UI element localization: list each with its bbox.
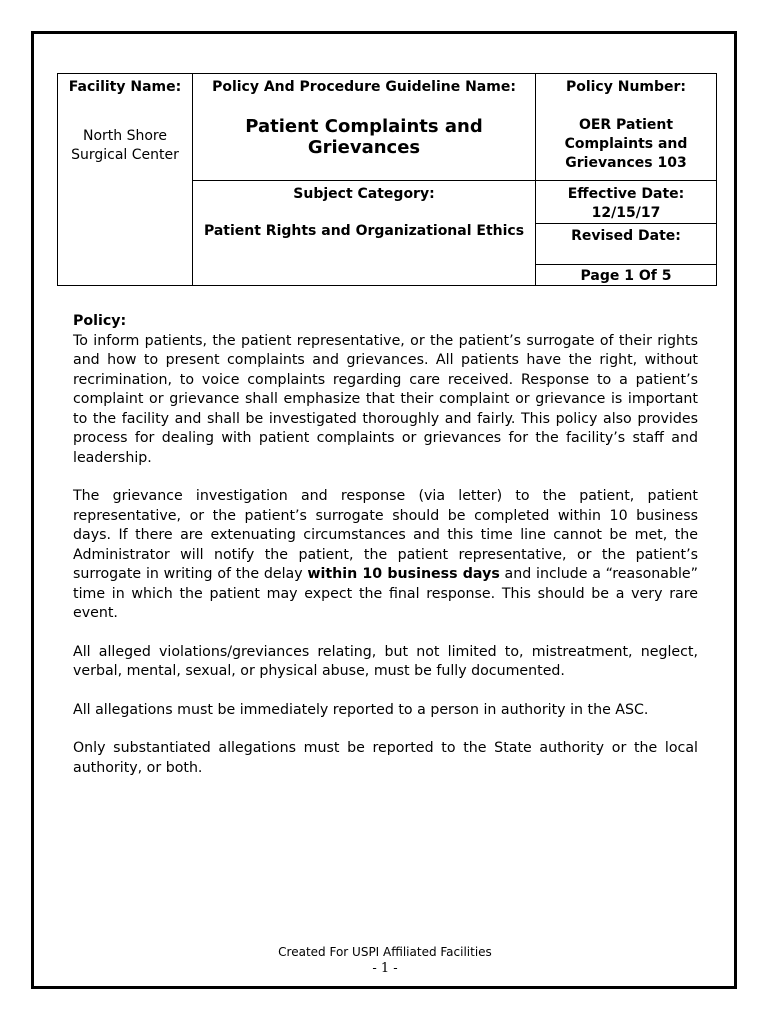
guideline-label: Policy And Procedure Guideline Name: bbox=[212, 79, 516, 95]
effective-date-cell bbox=[536, 181, 717, 224]
policy-number-line-1: OER Patient bbox=[578, 117, 674, 133]
subject-label: Subject Category: bbox=[293, 186, 435, 202]
policy-paragraph-2 bbox=[73, 487, 698, 624]
footer-created-for: Created For USPI Affiliated Facilities bbox=[278, 945, 492, 959]
policy-section bbox=[73, 312, 698, 468]
paragraph-2-end: and include a “reasonable” time in which the patient may expect the final response. This should be a very rare event. bbox=[73, 566, 698, 621]
page-count: Page 1 Of 5 bbox=[580, 268, 672, 284]
effective-date-value: 12/15/17 bbox=[591, 205, 661, 221]
revised-date-label: Revised Date: bbox=[571, 228, 681, 244]
facility-label: Facility Name: bbox=[68, 79, 182, 95]
footer-page-number: - 1 - bbox=[372, 961, 398, 976]
facility-name-line-2: Surgical Center bbox=[71, 147, 179, 163]
facility-name bbox=[58, 127, 192, 165]
policy-paragraph-4: All allegations must be immediately reported to a person in authority in the ASC. bbox=[73, 701, 649, 718]
facility-name-line-1: North Shore bbox=[83, 128, 167, 144]
guideline-cell bbox=[193, 74, 536, 181]
policy-body bbox=[73, 312, 698, 797]
policy-heading: Policy: bbox=[73, 313, 127, 329]
policy-number-value bbox=[536, 116, 716, 173]
subject-value: Patient Rights and Organizational Ethics bbox=[203, 223, 525, 239]
revised-date-cell bbox=[536, 224, 717, 265]
facility-cell bbox=[58, 74, 193, 286]
subject-cell bbox=[193, 181, 536, 286]
policy-paragraph-3: All alleged violations/greviances relating, but not limited to, mistreatment, neglect, verbal, mental, sexual, or physical abuse, must be fully documented. bbox=[73, 643, 698, 679]
paragraph-2-bold: within 10 business days bbox=[307, 566, 500, 582]
guideline-title: Patient Complaints and Grievances bbox=[245, 116, 483, 158]
policy-number-cell bbox=[536, 74, 717, 181]
policy-number-label: Policy Number: bbox=[565, 79, 687, 95]
policy-number-line-2: Complaints and bbox=[564, 136, 688, 152]
effective-date-label: Effective Date: bbox=[567, 186, 685, 202]
policy-paragraph-1: To inform patients, the patient representative, or the patient’s surrogate of their rights and how to present complaints and grievances. All patients have the right, without recrimination, to voice complaints regarding care received. Response to a patient’s complaint or grievance shall emphasize that their complaint or grievance is important to the facility and shall be investigated thoroughly and fairly. This policy also provides process for dealing with patient complaints or grievances for the facility’s staff and leadership. bbox=[73, 332, 698, 466]
page-count-cell bbox=[536, 265, 717, 286]
policy-paragraph-5: Only substantiated allegations must be reported to the State authority or the local authority, or both. bbox=[73, 740, 698, 776]
policy-header-table bbox=[57, 73, 717, 286]
paragraph-2-start: The grievance investigation and response (via letter) to the patient, patient representative, or the patient’s surrogate should be completed within 10 business days. If there are extenuating circumstances and this time line cannot be met, the Administrator will notify the patient, the patient representative, or the patient’s surrogate in writing of the delay bbox=[73, 488, 698, 582]
policy-number-line-3: Grievances 103 bbox=[565, 155, 687, 171]
